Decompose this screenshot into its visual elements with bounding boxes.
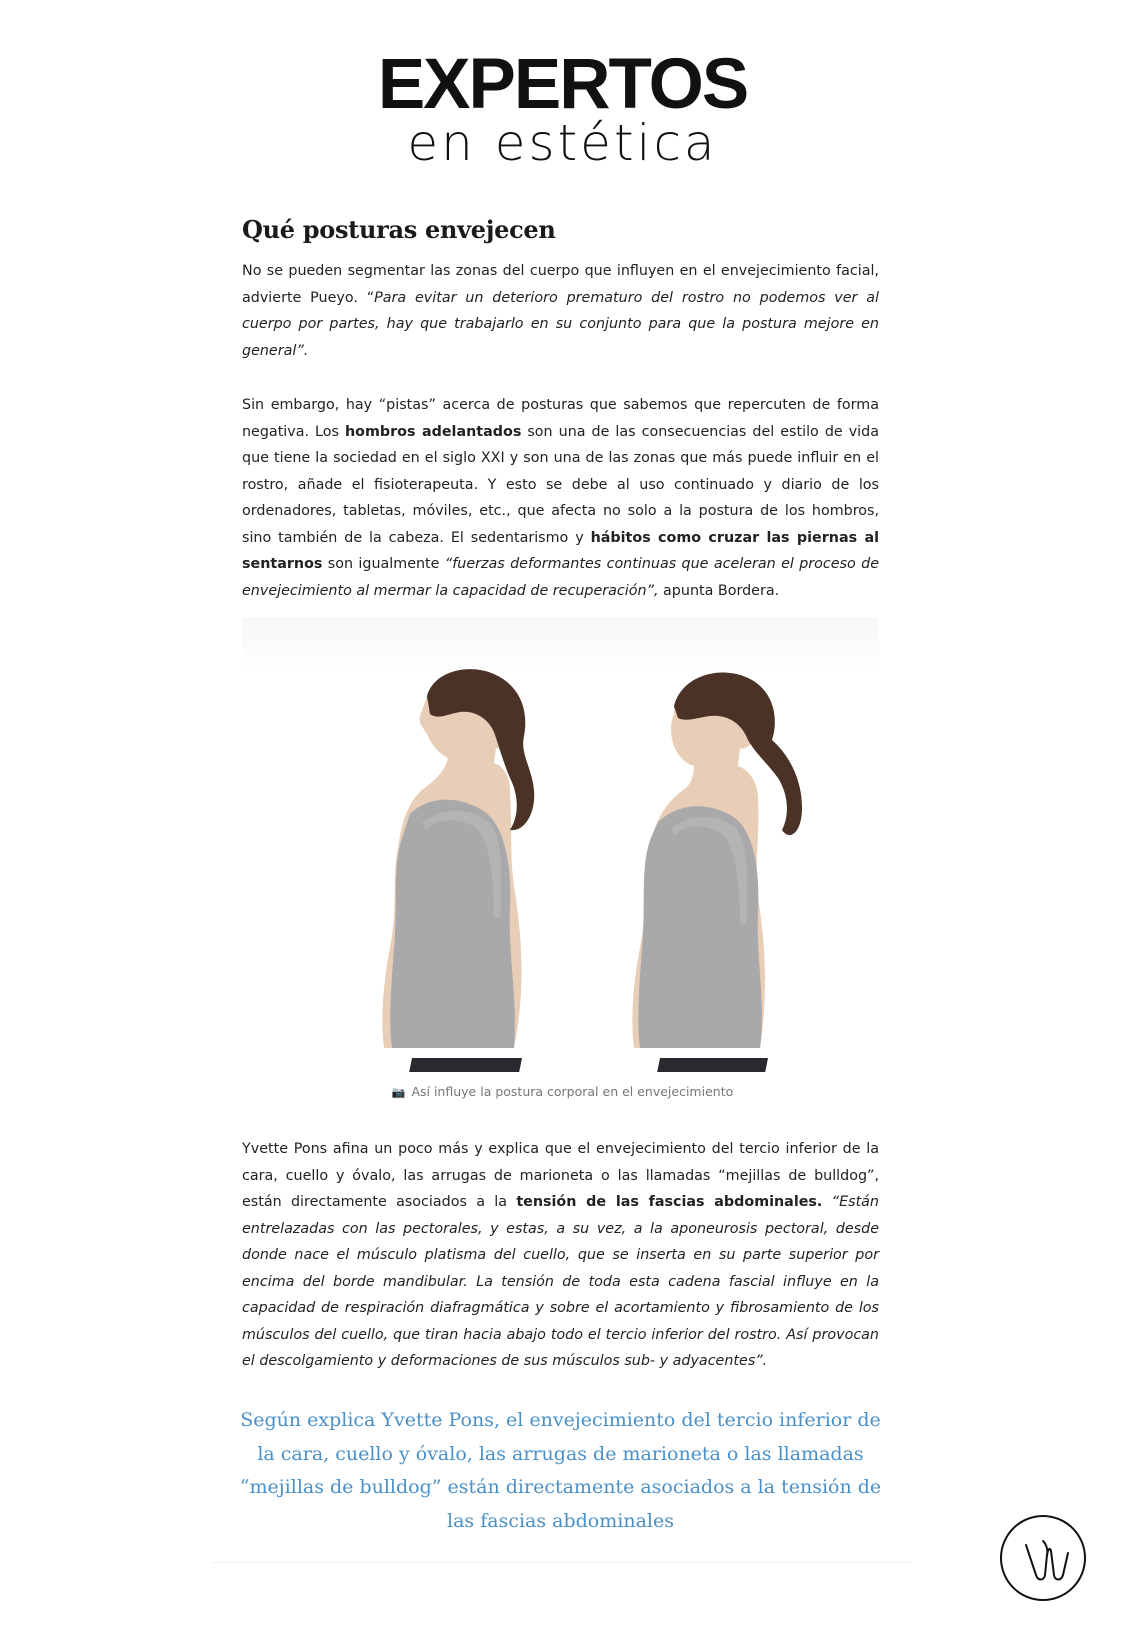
caption-text: Así influye la postura corporal en el envejecimiento [411, 1084, 734, 1099]
p2-quote: “fuerzas deformantes continuas que aceleran el proceso de envejecimiento al mermar la capacidad de recuperación”, [242, 556, 879, 599]
paragraph-3 [242, 1136, 879, 1375]
brand-badge[interactable] [1000, 1515, 1086, 1601]
p2-text-4: apunta Bordera. [658, 582, 780, 599]
logo-line-1: EXPERTOS [377, 45, 748, 124]
posture-illustration [242, 618, 879, 1072]
article-intro [242, 215, 879, 604]
p3-quote: “Están entrelazadas con las pectorales, y estas, a su vez, a la aponeurosis pectoral, desde donde nace el músculo platisma del cuello, que se inserta en su parte superior por encima del borde mandibular. La tensión de toda esta cadena fascial influye en la capacidad de respiración diafragmática y sobre el acortamiento y fibrosamiento de los músculos del cuello, que tiran hacia abajo todo el tercio inferior del rostro. Así provocan el descolgamiento y deformaciones de sus músculos sub- y adyacentes”. [242, 1194, 879, 1369]
camera-icon: 📷 [391, 1086, 406, 1099]
p2-bold-2: hábitos como cruzar las piernas al sentarnos [242, 529, 879, 572]
figure-good-posture [632, 672, 802, 1072]
site-logo[interactable] [0, 45, 1125, 172]
monogram-icon [1002, 1517, 1084, 1599]
figure-bad-posture [382, 669, 534, 1072]
divider [212, 1562, 912, 1563]
p2-text-2: son una de las consecuencias del estilo de vida que tiene la sociedad en el siglo XXI y son una de las zonas que más puede influir en el rostro, añade el fisioterapeuta. Y esto se debe al uso continuado y diario de los ordenadores, tabletas, móviles, etc., que afecta no solo a la postura de los hombros, sino también de la cabeza. El sedentarismo y [242, 423, 879, 546]
article-body [242, 1136, 879, 1375]
logo-line-2: en estética [407, 114, 718, 172]
p1-text: No se pueden segmentar las zonas del cuerpo que influyen en el envejecimiento facial, advierte Pueyo. “ [242, 263, 879, 306]
p2-text-1: Sin embargo, hay “pistas” acerca de posturas que sabemos que repercuten de forma negativa. Los [242, 397, 879, 440]
p1-quote: Para evitar un deterioro prematuro del rostro no podemos ver al cuerpo por partes, hay que trabajarlo en su conjunto para que la postura mejore en general”. [242, 289, 879, 359]
pull-quote: Según explica Yvette Pons, el envejecimiento del tercio inferior de la cara, cuello y óvalo, las arrugas de marioneta o las llamadas “mejillas de bulldog” están directamente asociados a la tensión de las fascias abdominales [239, 1409, 882, 1532]
paragraph-1 [242, 258, 879, 364]
p3-text: Yvette Pons afina un poco más y explica que el envejecimiento del tercio inferior de la cara, cuello y óvalo, las arrugas de marioneta o las llamadas “mejillas de bulldog”, están directamente asociados a la [242, 1141, 879, 1210]
p2-bold-1: hombros adelantados [345, 423, 522, 440]
image-caption [0, 1084, 1125, 1099]
p3-bold: tensión de las fascias abdominales. [516, 1194, 823, 1210]
section-title: Qué posturas envejecen [242, 215, 556, 244]
posture-photo [242, 618, 879, 1072]
p2-text-3: son igualmente [322, 556, 445, 572]
paragraph-2 [242, 392, 879, 604]
